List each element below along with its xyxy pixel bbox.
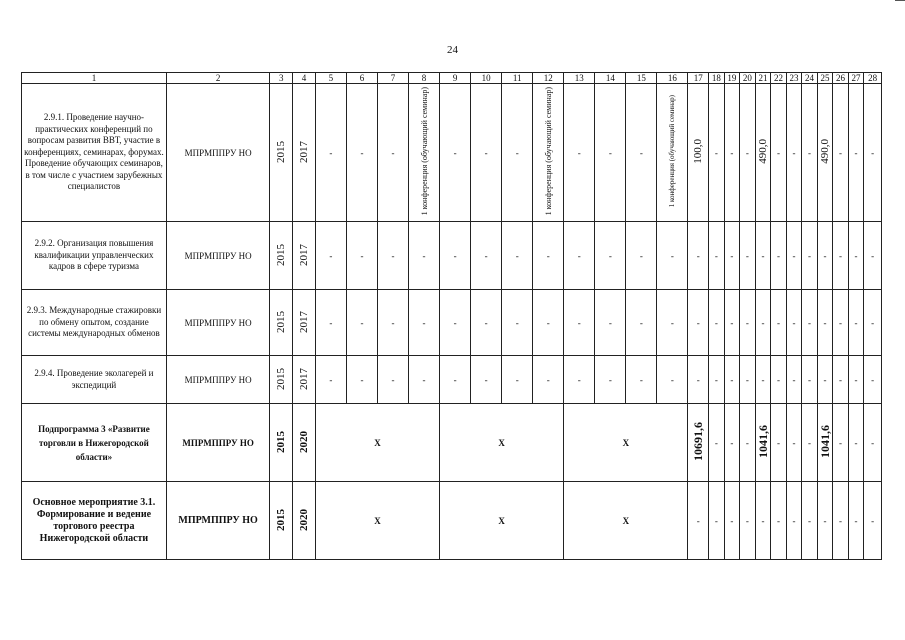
row-executor: МПРМППРУ НО — [166, 404, 269, 482]
cell-value: - — [626, 356, 657, 404]
cell-x: X — [315, 482, 439, 560]
cell-value: - — [740, 222, 756, 290]
cell-value: - — [595, 356, 626, 404]
cell-value: - — [848, 356, 864, 404]
cell-value: - — [564, 84, 595, 222]
cell-amount: 490,0 — [817, 84, 833, 222]
table-row — [22, 404, 882, 482]
cell-value: - — [864, 84, 882, 222]
row-name: 2.9.1. Проведение научно-практических конференций по вопросам развития ВВТ, участие в конференциях, семинарах, форумах. Проведение обучающих семинаров, в том числе с участием зарубежных специалистов — [22, 84, 167, 222]
cell-value: - — [755, 222, 771, 290]
table-row — [22, 290, 882, 356]
cell-value: - — [802, 222, 818, 290]
cell-value: - — [688, 482, 709, 560]
cell-value: - — [786, 290, 802, 356]
header-cell: 2 — [166, 73, 269, 84]
header-cell: 6 — [346, 73, 377, 84]
cell-value: - — [802, 482, 818, 560]
page-number: 24 — [447, 44, 458, 56]
cell-value: - — [802, 84, 818, 222]
cell-value: - — [771, 404, 787, 482]
row-start-year: 2015 — [270, 482, 293, 560]
cell-value: - — [833, 404, 849, 482]
cell-amount: 1041,6 — [817, 404, 833, 482]
cell-value: - — [533, 290, 564, 356]
cell-value: - — [786, 222, 802, 290]
cell-value: - — [409, 290, 440, 356]
row-end-year: 2017 — [293, 356, 316, 404]
cell-value: - — [502, 84, 533, 222]
cell-value: - — [595, 222, 626, 290]
cell-value: - — [533, 356, 564, 404]
cell-amount: 1041,6 — [755, 404, 771, 482]
cell-value: - — [724, 290, 740, 356]
cell-value: - — [848, 222, 864, 290]
cell-value: - — [502, 290, 533, 356]
cell-value: - — [864, 222, 882, 290]
cell-value: - — [709, 84, 725, 222]
cell-value: - — [688, 356, 709, 404]
row-name: 2.9.4. Проведение эколагерей и экспедиций — [22, 356, 167, 404]
row-start-year: 2015 — [270, 290, 293, 356]
cell-value: - — [346, 356, 377, 404]
row-name: Основное мероприятие 3.1. Формирование и ведение торгового реестра Нижегородской области — [22, 482, 167, 560]
table-row — [22, 84, 882, 222]
cell-value: - — [740, 404, 756, 482]
cell-value: - — [864, 290, 882, 356]
cell-value: - — [833, 356, 849, 404]
cell-value: - — [786, 84, 802, 222]
row-end-year: 2020 — [293, 404, 316, 482]
row-executor: МПРМППРУ НО — [166, 356, 269, 404]
header-cell: 27 — [848, 73, 864, 84]
cell-value: - — [688, 222, 709, 290]
cell-value: - — [771, 222, 787, 290]
cell-value: - — [657, 290, 688, 356]
row-executor: МПРМППРУ НО — [166, 222, 269, 290]
cell-value: - — [724, 482, 740, 560]
cell-x: X — [440, 482, 564, 560]
cell-value: - — [564, 356, 595, 404]
cell-value: - — [817, 222, 833, 290]
cell-value: - — [786, 356, 802, 404]
header-cell: 3 — [270, 73, 293, 84]
cell-value: - — [440, 356, 471, 404]
header-cell: 23 — [786, 73, 802, 84]
header-cell: 28 — [864, 73, 882, 84]
cell-value: - — [471, 222, 502, 290]
cell-value: - — [626, 222, 657, 290]
cell-value: - — [802, 404, 818, 482]
cell-value: - — [848, 84, 864, 222]
cell-value: - — [595, 290, 626, 356]
cell-value: - — [471, 290, 502, 356]
table-row — [22, 482, 882, 560]
cell-value: - — [377, 222, 408, 290]
cell-value: - — [755, 482, 771, 560]
cell-value: - — [848, 290, 864, 356]
row-name: Подпрограмма 3 «Развитие торговли в Нижегородской области» — [22, 404, 167, 482]
cell-value: - — [817, 482, 833, 560]
cell-value: - — [709, 222, 725, 290]
cell-value: - — [440, 290, 471, 356]
cell-value: - — [377, 356, 408, 404]
cell-value: - — [657, 356, 688, 404]
row-executor: МПРМППРУ НО — [166, 482, 269, 560]
cell-value: - — [377, 84, 408, 222]
table-row — [22, 356, 882, 404]
cell-amount: 10691,6 — [688, 404, 709, 482]
cell-x: X — [564, 404, 688, 482]
cell-value: - — [740, 84, 756, 222]
header-cell: 24 — [802, 73, 818, 84]
header-row — [22, 73, 882, 84]
header-cell: 19 — [724, 73, 740, 84]
cell-value: - — [771, 290, 787, 356]
row-executor: МПРМППРУ НО — [166, 84, 269, 222]
corner-mark — [895, 0, 905, 5]
cell-value: - — [502, 222, 533, 290]
cell-value: - — [471, 84, 502, 222]
header-cell: 7 — [377, 73, 408, 84]
cell-value: - — [688, 290, 709, 356]
cell-value: - — [626, 84, 657, 222]
cell-value: - — [755, 356, 771, 404]
cell-value: - — [564, 290, 595, 356]
cell-value: - — [802, 356, 818, 404]
header-cell: 18 — [709, 73, 725, 84]
cell-value: - — [709, 482, 725, 560]
cell-value: - — [755, 290, 771, 356]
cell-value: - — [709, 356, 725, 404]
header-cell: 26 — [833, 73, 849, 84]
header-cell: 16 — [657, 73, 688, 84]
cell-x: X — [440, 404, 564, 482]
cell-value: - — [740, 290, 756, 356]
cell-x: X — [564, 482, 688, 560]
row-end-year: 2017 — [293, 222, 316, 290]
cell-value: - — [709, 290, 725, 356]
row-end-year: 2017 — [293, 84, 316, 222]
cell-value: - — [440, 84, 471, 222]
cell-value: - — [724, 356, 740, 404]
cell-event-text: 1 конференция (обучающий семинар) — [657, 84, 688, 222]
cell-value: - — [802, 290, 818, 356]
cell-value: - — [833, 290, 849, 356]
cell-value: - — [848, 404, 864, 482]
header-cell: 8 — [409, 73, 440, 84]
cell-value: - — [346, 84, 377, 222]
row-name: 2.9.3. Международные стажировки по обмену опытом, создание системы международных обменов — [22, 290, 167, 356]
cell-event-text: 1 конференция (обучающий семинар) — [409, 84, 440, 222]
row-start-year: 2015 — [270, 404, 293, 482]
header-cell: 13 — [564, 73, 595, 84]
cell-value: - — [346, 290, 377, 356]
cell-value: - — [440, 222, 471, 290]
header-cell: 17 — [688, 73, 709, 84]
cell-value: - — [833, 222, 849, 290]
cell-value: - — [315, 290, 346, 356]
cell-value: - — [833, 84, 849, 222]
cell-value: - — [864, 404, 882, 482]
row-start-year: 2015 — [270, 84, 293, 222]
cell-value: - — [817, 290, 833, 356]
header-cell: 14 — [595, 73, 626, 84]
cell-value: - — [740, 482, 756, 560]
cell-x: X — [315, 404, 439, 482]
cell-value: - — [833, 482, 849, 560]
cell-amount: 490,0 — [755, 84, 771, 222]
cell-value: - — [771, 84, 787, 222]
cell-value: - — [377, 290, 408, 356]
row-executor: МПРМППРУ НО — [166, 290, 269, 356]
header-cell: 5 — [315, 73, 346, 84]
cell-value: - — [657, 222, 688, 290]
cell-value: - — [786, 404, 802, 482]
header-cell: 22 — [771, 73, 787, 84]
header-cell: 21 — [755, 73, 771, 84]
cell-value: - — [315, 356, 346, 404]
header-cell: 20 — [740, 73, 756, 84]
cell-value: - — [564, 222, 595, 290]
cell-value: - — [724, 404, 740, 482]
header-cell: 10 — [471, 73, 502, 84]
header-cell: 12 — [533, 73, 564, 84]
header-cell: 4 — [293, 73, 316, 84]
cell-value: - — [533, 222, 564, 290]
cell-value: - — [346, 222, 377, 290]
row-end-year: 2017 — [293, 290, 316, 356]
row-name: 2.9.2. Организация повышения квалификации управленческих кадров в сфере туризма — [22, 222, 167, 290]
cell-value: - — [771, 356, 787, 404]
row-end-year: 2020 — [293, 482, 316, 560]
cell-value: - — [315, 84, 346, 222]
cell-value: - — [409, 356, 440, 404]
cell-value: - — [471, 356, 502, 404]
cell-value: - — [786, 482, 802, 560]
cell-value: - — [848, 482, 864, 560]
cell-value: - — [740, 356, 756, 404]
cell-value: - — [315, 222, 346, 290]
cell-value: - — [724, 222, 740, 290]
table-row — [22, 222, 882, 290]
cell-value: - — [817, 356, 833, 404]
program-table — [21, 72, 882, 560]
header-cell: 15 — [626, 73, 657, 84]
cell-value: - — [709, 404, 725, 482]
cell-event-text: 1 конференция (обучающий семинар) — [533, 84, 564, 222]
row-start-year: 2015 — [270, 356, 293, 404]
cell-value: - — [724, 84, 740, 222]
cell-value: - — [595, 84, 626, 222]
header-cell: 11 — [502, 73, 533, 84]
cell-value: - — [626, 290, 657, 356]
cell-value: - — [864, 482, 882, 560]
cell-value: - — [771, 482, 787, 560]
header-cell: 25 — [817, 73, 833, 84]
cell-value: - — [864, 356, 882, 404]
cell-value: - — [502, 356, 533, 404]
cell-value: - — [409, 222, 440, 290]
header-cell: 9 — [440, 73, 471, 84]
header-cell: 1 — [22, 73, 167, 84]
cell-amount: 100,0 — [688, 84, 709, 222]
row-start-year: 2015 — [270, 222, 293, 290]
